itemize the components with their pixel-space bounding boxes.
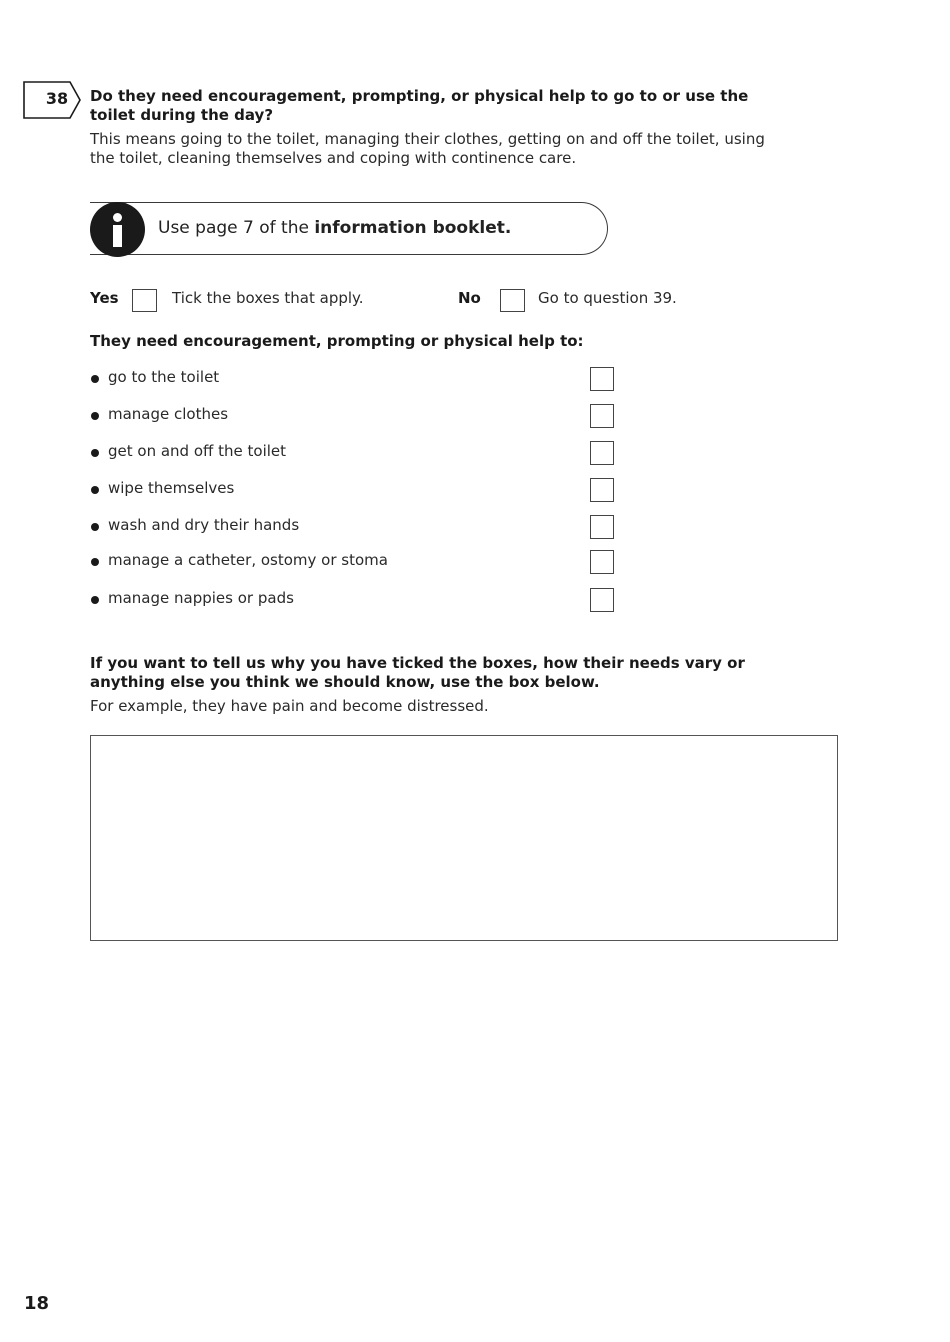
info-text-prefix: Use page 7 of the [158, 218, 315, 238]
yes-hint: Tick the boxes that apply. [172, 289, 364, 307]
checklist-item-label: manage clothes [108, 405, 229, 423]
checklist-item [90, 367, 630, 391]
checklist-item [90, 588, 630, 612]
checklist-checkbox[interactable] [590, 478, 614, 502]
checklist-item [90, 515, 630, 539]
question-number-tag [23, 81, 80, 117]
checklist-heading: They need encouragement, prompting or physical help to: [90, 332, 584, 350]
checklist-item-label: wash and dry their hands [108, 516, 300, 534]
checklist-item-label: manage a catheter, ostomy or stoma [108, 551, 388, 569]
question-description: This means going to the toilet, managing their clothes, getting on and off the toilet, using the toilet, cleaning themselves and coping with continence care. [90, 130, 765, 167]
bullet-icon [91, 558, 99, 566]
no-checkbox[interactable] [500, 289, 525, 312]
checklist-item [90, 404, 630, 428]
info-text [158, 217, 511, 239]
checklist-checkbox[interactable] [590, 515, 614, 539]
bullet-icon [91, 375, 99, 383]
page-number: 18 [24, 1293, 50, 1314]
checklist-item-label: get on and off the toilet [108, 442, 287, 460]
bullet-icon [91, 486, 99, 494]
additional-info-prompt: If you want to tell us why you have ticked the boxes, how their needs vary or anything else you think we should know, use the box below. [90, 654, 745, 691]
question-number: 38 [45, 89, 69, 108]
additional-info-example: For example, they have pain and become distressed. [90, 697, 489, 715]
checklist-item [90, 441, 630, 465]
checklist-checkbox[interactable] [590, 367, 614, 391]
question-title: Do they need encouragement, prompting, or physical help to go to or use the toilet during the day? [90, 87, 749, 124]
bullet-icon [91, 449, 99, 457]
info-text-bold: information booklet. [314, 218, 512, 238]
checklist-item-label: manage nappies or pads [108, 589, 294, 607]
no-label: No [458, 289, 481, 307]
checklist-item [90, 478, 630, 502]
checklist-item-label: wipe themselves [108, 479, 235, 497]
bullet-icon [91, 412, 99, 420]
checklist-checkbox[interactable] [590, 588, 614, 612]
checklist-checkbox[interactable] [590, 404, 614, 428]
no-hint: Go to question 39. [538, 289, 677, 307]
checklist-item-label: go to the toilet [108, 368, 220, 386]
info-icon [90, 202, 145, 257]
checklist-checkbox[interactable] [590, 441, 614, 465]
checklist-item [90, 550, 630, 574]
bullet-icon [91, 523, 99, 531]
yes-checkbox[interactable] [132, 289, 157, 312]
checklist-checkbox[interactable] [590, 550, 614, 574]
additional-info-textbox[interactable] [90, 735, 838, 941]
yes-label: Yes [90, 289, 119, 307]
bullet-icon [91, 596, 99, 604]
